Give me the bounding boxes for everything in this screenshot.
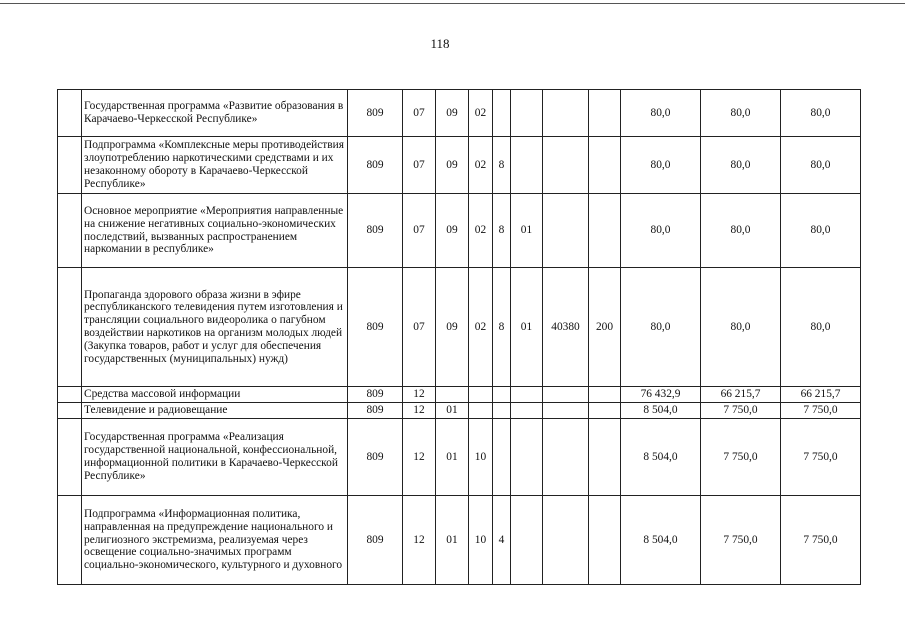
rz-cell: 12	[403, 419, 436, 496]
subprogram-cell	[493, 403, 511, 419]
rz-cell: 07	[403, 90, 436, 137]
table-row	[58, 403, 861, 419]
ved-cell: 809	[348, 403, 403, 419]
sum-year2-cell: 66 215,7	[701, 387, 781, 403]
expense-type-cell	[589, 90, 621, 137]
program-cell: 02	[469, 90, 493, 137]
expense-type-cell	[589, 194, 621, 268]
table-row	[58, 496, 861, 585]
table-row	[58, 268, 861, 387]
row-stub-cell	[58, 90, 82, 137]
pr-cell: 09	[436, 194, 469, 268]
program-cell: 10	[469, 419, 493, 496]
expense-type-cell	[589, 387, 621, 403]
activity-cell	[511, 403, 543, 419]
ved-cell: 809	[348, 419, 403, 496]
activity-cell	[511, 90, 543, 137]
direction-cell	[543, 194, 589, 268]
table-row	[58, 194, 861, 268]
sum-year3-cell: 7 750,0	[781, 403, 861, 419]
rz-cell: 12	[403, 496, 436, 585]
ved-cell: 809	[348, 137, 403, 194]
item-name-cell: Средства массовой информации	[82, 387, 348, 403]
sum-year3-cell: 80,0	[781, 268, 861, 387]
program-cell	[469, 387, 493, 403]
subprogram-cell: 4	[493, 496, 511, 585]
direction-cell	[543, 137, 589, 194]
item-name-cell: Государственная программа «Развитие образования в Карачаево-Черкесской Республике»	[82, 90, 348, 137]
sum-year2-cell: 80,0	[701, 194, 781, 268]
sum-year3-cell: 7 750,0	[781, 496, 861, 585]
expense-type-cell	[589, 137, 621, 194]
top-rule	[0, 3, 905, 4]
sum-year2-cell: 7 750,0	[701, 403, 781, 419]
rz-cell: 07	[403, 268, 436, 387]
rz-cell: 07	[403, 137, 436, 194]
table-row	[58, 419, 861, 496]
sum-year1-cell: 76 432,9	[621, 387, 701, 403]
row-stub-cell	[58, 194, 82, 268]
sum-year2-cell: 7 750,0	[701, 419, 781, 496]
pr-cell: 01	[436, 403, 469, 419]
sum-year3-cell: 66 215,7	[781, 387, 861, 403]
activity-cell: 01	[511, 194, 543, 268]
sum-year1-cell: 8 504,0	[621, 403, 701, 419]
sum-year3-cell: 80,0	[781, 194, 861, 268]
subprogram-cell	[493, 90, 511, 137]
rz-cell: 07	[403, 194, 436, 268]
program-cell: 02	[469, 194, 493, 268]
item-name-cell: Подпрограмма «Комплексные меры противодействия злоупотреблению наркотическими средствами и их незаконному обороту в Карачаево-Черкесской Республике»	[82, 137, 348, 194]
sum-year2-cell: 80,0	[701, 137, 781, 194]
budget-table-body	[58, 90, 861, 585]
activity-cell: 01	[511, 268, 543, 387]
sum-year1-cell: 80,0	[621, 137, 701, 194]
sum-year2-cell: 7 750,0	[701, 496, 781, 585]
subprogram-cell	[493, 387, 511, 403]
expense-type-cell	[589, 403, 621, 419]
ved-cell: 809	[348, 268, 403, 387]
budget-table	[57, 89, 861, 585]
sum-year1-cell: 80,0	[621, 268, 701, 387]
sum-year1-cell: 80,0	[621, 90, 701, 137]
expense-type-cell: 200	[589, 268, 621, 387]
item-name-cell: Государственная программа «Реализация государственной национальной, конфессиональной, информационной политики в Карачаево-Черкесской Республике»	[82, 419, 348, 496]
pr-cell	[436, 387, 469, 403]
row-stub-cell	[58, 387, 82, 403]
item-name-cell: Подпрограмма «Информационная политика, направленная на предупреждение национального и религиозного экстремизма, реализуемая через освещение социально-значимых программ социально-экономического, культурного и духовного	[82, 496, 348, 585]
sum-year1-cell: 8 504,0	[621, 496, 701, 585]
direction-cell	[543, 496, 589, 585]
subprogram-cell: 8	[493, 194, 511, 268]
activity-cell	[511, 419, 543, 496]
item-name-cell: Пропаганда здорового образа жизни в эфире республиканского телевидения путем изготовления и трансляции социального видеоролика о пагубном воздействии наркотиков на организм молодых людей (Закупка товаров, работ и услуг для обеспечения государственных (муниципальных) нужд)	[82, 268, 348, 387]
activity-cell	[511, 387, 543, 403]
rz-cell: 12	[403, 403, 436, 419]
row-stub-cell	[58, 403, 82, 419]
pr-cell: 09	[436, 268, 469, 387]
pr-cell: 09	[436, 137, 469, 194]
program-cell: 10	[469, 496, 493, 585]
pr-cell: 09	[436, 90, 469, 137]
ved-cell: 809	[348, 496, 403, 585]
subprogram-cell: 8	[493, 137, 511, 194]
item-name-cell: Телевидение и радиовещание	[82, 403, 348, 419]
row-stub-cell	[58, 419, 82, 496]
table-row	[58, 387, 861, 403]
page-number: 118	[430, 36, 450, 51]
subprogram-cell: 8	[493, 268, 511, 387]
table-row	[58, 137, 861, 194]
item-name-cell: Основное мероприятие «Мероприятия направленные на снижение негативных социально-экономических последствий, вызванных распространением наркомании в республике»	[82, 194, 348, 268]
table-row	[58, 90, 861, 137]
row-stub-cell	[58, 268, 82, 387]
sum-year3-cell: 7 750,0	[781, 419, 861, 496]
direction-cell	[543, 419, 589, 496]
direction-cell: 40380	[543, 268, 589, 387]
pr-cell: 01	[436, 496, 469, 585]
rz-cell: 12	[403, 387, 436, 403]
sum-year3-cell: 80,0	[781, 90, 861, 137]
sum-year1-cell: 8 504,0	[621, 419, 701, 496]
ved-cell: 809	[348, 90, 403, 137]
activity-cell	[511, 137, 543, 194]
row-stub-cell	[58, 137, 82, 194]
sum-year3-cell: 80,0	[781, 137, 861, 194]
subprogram-cell	[493, 419, 511, 496]
direction-cell	[543, 90, 589, 137]
sum-year2-cell: 80,0	[701, 268, 781, 387]
program-cell: 02	[469, 268, 493, 387]
ved-cell: 809	[348, 194, 403, 268]
direction-cell	[543, 403, 589, 419]
pr-cell: 01	[436, 419, 469, 496]
sum-year1-cell: 80,0	[621, 194, 701, 268]
expense-type-cell	[589, 496, 621, 585]
direction-cell	[543, 387, 589, 403]
program-cell: 02	[469, 137, 493, 194]
activity-cell	[511, 496, 543, 585]
row-stub-cell	[58, 496, 82, 585]
ved-cell: 809	[348, 387, 403, 403]
program-cell	[469, 403, 493, 419]
expense-type-cell	[589, 419, 621, 496]
sum-year2-cell: 80,0	[701, 90, 781, 137]
